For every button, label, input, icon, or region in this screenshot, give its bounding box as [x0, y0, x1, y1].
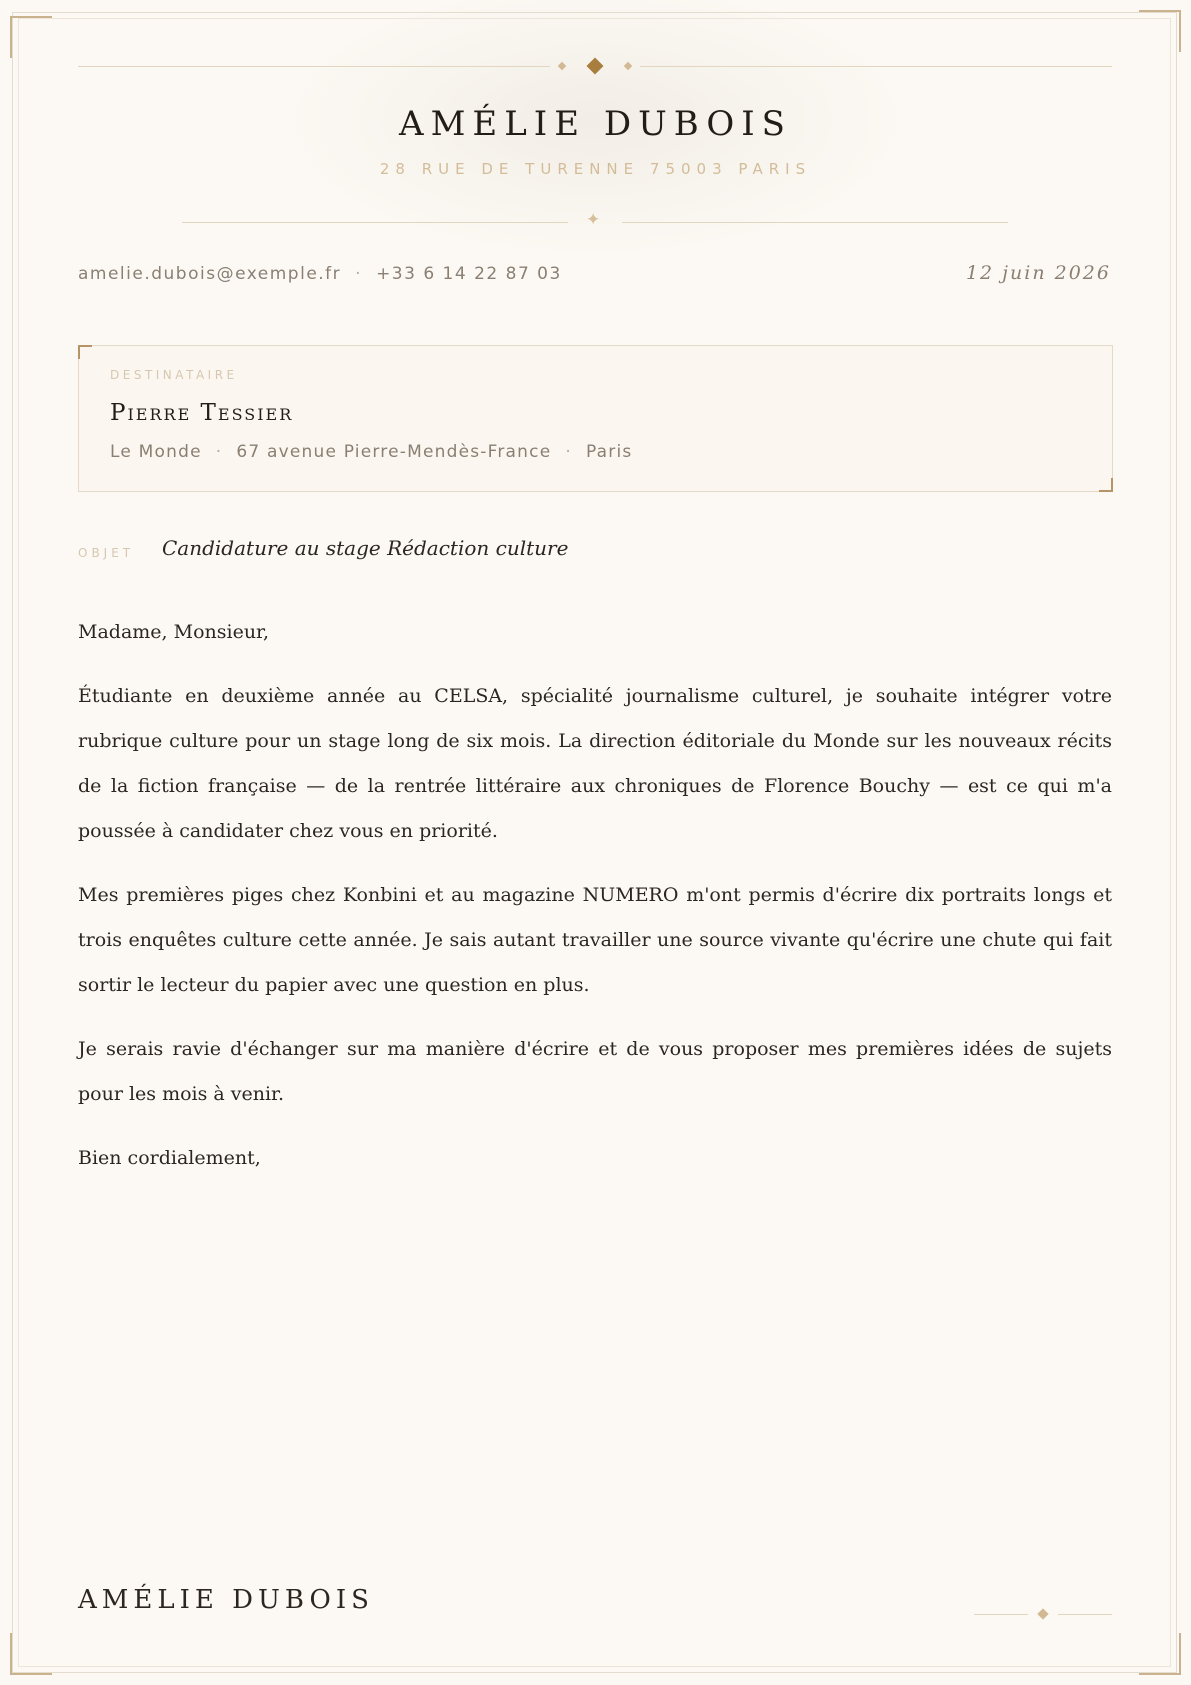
objet-text: Candidature au stage Rédaction culture [162, 536, 569, 560]
recipient-box [78, 345, 1113, 492]
top-rule-right [640, 66, 1112, 67]
contact-line [78, 264, 562, 284]
corner-ornament-top-left [10, 16, 52, 58]
contact-separator: · [355, 264, 363, 284]
corner-ornament-top-right [1139, 10, 1181, 52]
salutation: Madame, Monsieur, [78, 621, 270, 643]
footer-rule-left [974, 1614, 1028, 1615]
phone-text: +33 6 14 22 87 03 [376, 264, 562, 284]
recipient-label: DESTINATAIRE [110, 368, 238, 382]
signature-name: AMÉLIE DUBOIS [78, 1585, 374, 1615]
recipient-organization: Le Monde [110, 442, 202, 462]
address-separator: · [565, 442, 572, 462]
recipient-address [110, 442, 632, 462]
top-rule-left [78, 66, 550, 67]
recipient-city: Paris [585, 442, 633, 462]
header-address: 28 RUE DE TURENNE 75003 PARIS [379, 160, 812, 178]
letter-body [78, 610, 1112, 1200]
sparkle-icon: ✦ [586, 210, 601, 230]
email-text: amelie.dubois@exemple.fr [78, 264, 342, 284]
address-separator: · [215, 442, 223, 462]
footer-rule-right [1058, 1614, 1112, 1615]
letter-date: 12 juin 2026 [965, 262, 1111, 284]
objet-label: OBJET [78, 546, 135, 560]
corner-ornament-bottom-left [10, 1633, 52, 1675]
corner-ornament-bottom-right [1139, 1633, 1181, 1675]
header-rule-left [182, 222, 568, 223]
paragraph: Je serais ravie d'échanger sur ma manière d'écrire et de vous proposer mes premières idées de sujets pour les mois à venir. [78, 1038, 1112, 1105]
paragraph: Étudiante en deuxième année au CELSA, spécialité journalisme culturel, je souhaite intégrer votre rubrique culture pour un stage long de six mois. La direction éditoriale du Monde sur les nouveaux récits de la fiction française — de la rentrée littéraire aux chroniques de Florence Bouchy — est ce qui m'a poussée à candidater chez vous en priorité. [78, 685, 1112, 842]
closing: Bien cordialement, [78, 1147, 261, 1169]
recipient-corner-top-left [78, 345, 92, 359]
recipient-street: 67 avenue Pierre-Mendès-France [236, 442, 552, 462]
recipient-corner-bottom-right [1099, 478, 1113, 492]
header-name: AMÉLIE DUBOIS [399, 104, 792, 144]
recipient-name: Pierre Tessier [110, 400, 294, 426]
header-rule-right [622, 222, 1008, 223]
paragraph: Mes premières piges chez Konbini et au magazine NUMERO m'ont permis d'écrire dix portraits longs et trois enquêtes culture cette année. Je sais autant travailler une source vivante qu'écrire une chute qui fait sortir le lecteur du papier avec une question en plus. [78, 884, 1112, 996]
